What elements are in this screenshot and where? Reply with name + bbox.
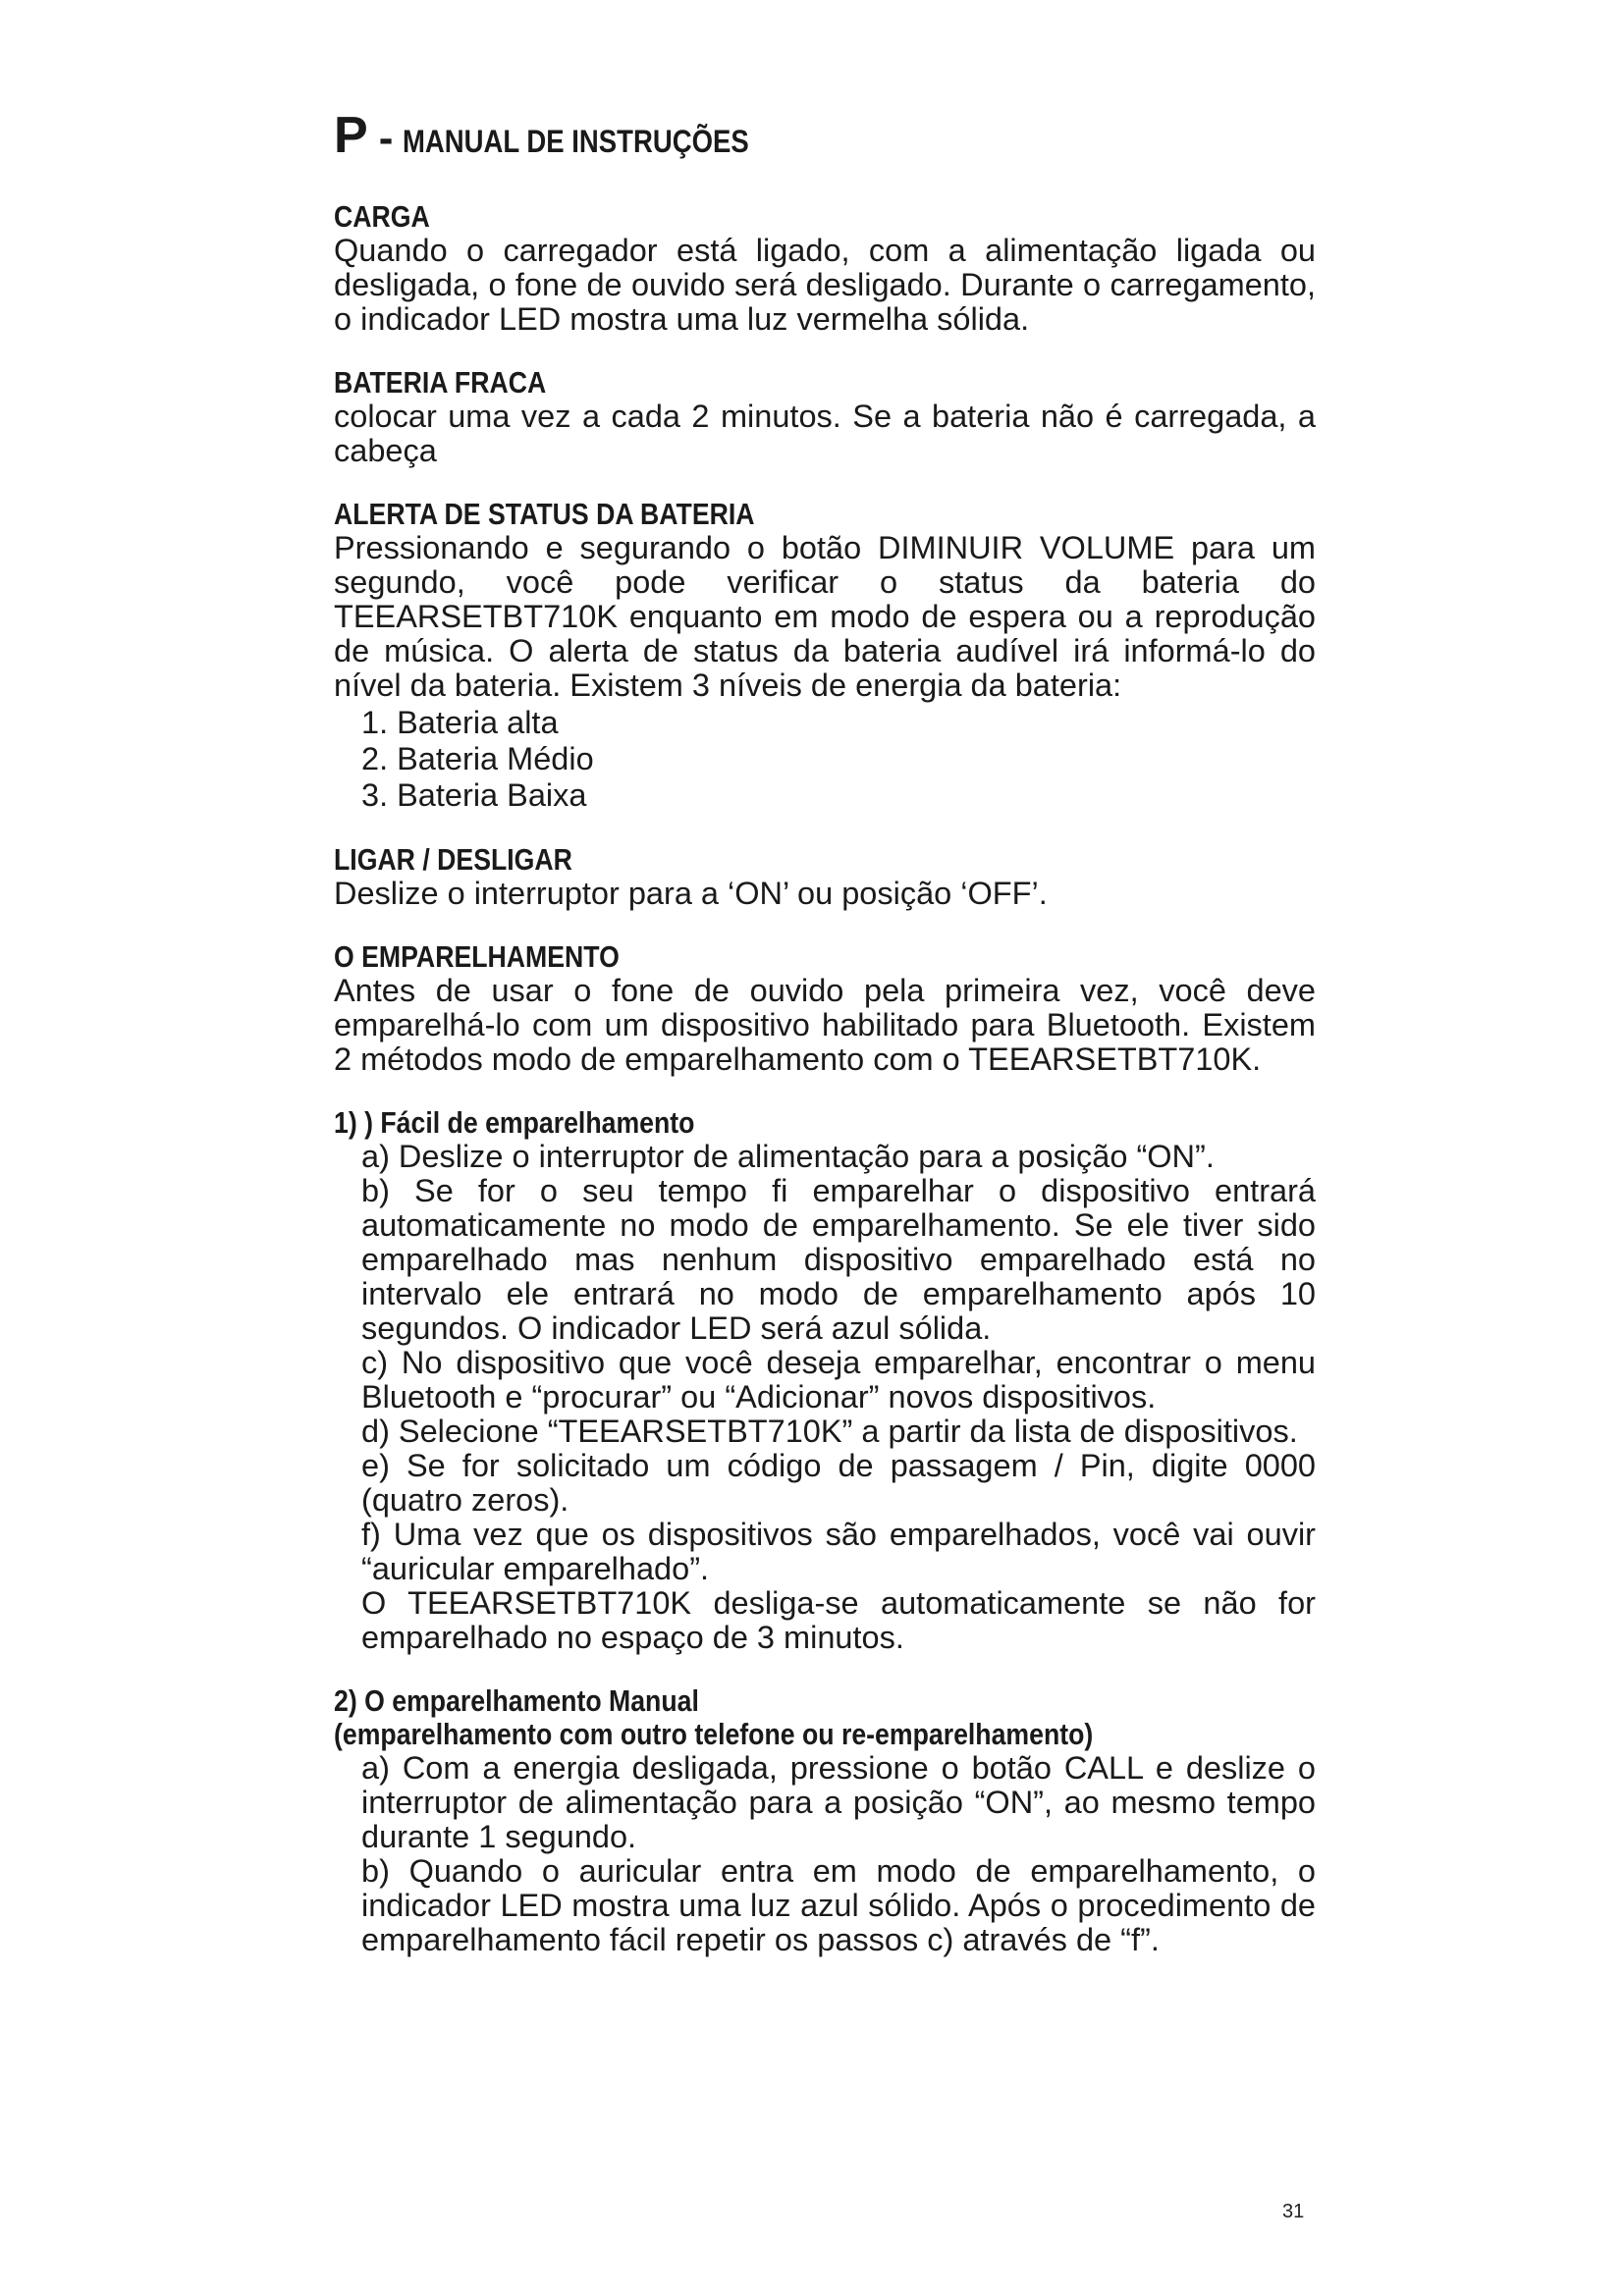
battery-level-list (334, 705, 1316, 814)
section-heading: ALERTA DE STATUS DA BATERIA (334, 497, 755, 531)
step-item: a) Com a energia desligada, pressione o botão CALL e deslize o interruptor de alimentação para a posição “ON”, ao mesmo tempo durante 1 segundo. (361, 1750, 1316, 1854)
section-emparelhamento (334, 940, 1316, 1077)
step-item: b) Quando o auricular entra em modo de emparelhamento, o indicador LED mostra uma luz azul sólido. Após o procedimento de emparelhamento fácil repetir os passos c) através de “f”. (361, 1853, 1316, 1957)
section-heading: 2) O emparelhamento Manual (334, 1683, 699, 1718)
section-bateria-fraca (334, 366, 1316, 468)
section-text: Quando o carregador está ligado, com a alimentação ligada ou desligada, o fone de ouvido será desligado. Durante o carregamento, o indicador LED mostra uma luz vermelha sólida. (334, 233, 1316, 337)
step-item: a) Deslize o interruptor de alimentação para a posição “ON”. (361, 1139, 1215, 1174)
step-item: b) Se for o seu tempo fi emparelhar o dispositivo entrará automaticamente no modo de emparelhamento. Se ele tiver sido emparelhado mas nenhum dispositivo emparelhado está no intervalo ele entrará no modo de emparelhamento após 10 segundos. O indicador LED será azul sólida. (361, 1173, 1316, 1346)
section-alerta (334, 498, 1316, 814)
section-text: Pressionando e segurando o botão DIMINUIR VOLUME para um segundo, você pode verificar o status da bateria do TEEARSETBT710K enquanto em modo de espera ou a reprodução de música. O alerta de status da bateria audível irá informá-lo do nível da bateria. Existem 3 níveis de energia da bateria: (334, 530, 1316, 703)
section-ligar (334, 843, 1316, 911)
section-heading: CARGA (334, 199, 430, 234)
section-heading: 1) ) Fácil de emparelhamento (334, 1105, 695, 1140)
section-carga (334, 200, 1316, 337)
steps-list (334, 1140, 1316, 1655)
section-heading: LIGAR / DESLIGAR (334, 842, 572, 877)
manual-page (334, 107, 1316, 1987)
section-manual (334, 1684, 1316, 1957)
step-note: O TEEARSETBT710K desliga-se automaticamente se não for emparelhado no espaço de 3 minutos. (361, 1585, 1316, 1655)
section-subheading: (emparelhamento com outro telefone ou re-emparelhamento) (334, 1717, 1094, 1751)
section-text: Deslize o interruptor para a ‘ON’ ou posição ‘OFF’. (334, 876, 1048, 911)
page-number: 31 (1282, 2201, 1305, 2222)
title-text: MANUAL DE INSTRUÇÕES (403, 124, 750, 159)
section-facil (334, 1106, 1316, 1655)
list-item: 3. Bateria Baixa (361, 777, 587, 813)
section-text: Antes de usar o fone de ouvido pela primeira vez, você deve emparelhá-lo com um dispositivo habilitado para Bluetooth. Existem 2 métodos modo de emparelhamento com o TEEARSETBT710K. (334, 973, 1316, 1077)
section-heading: O EMPARELHAMENTO (334, 939, 620, 974)
steps-list (334, 1751, 1316, 1957)
section-heading: BATERIA FRACA (334, 365, 547, 400)
list-item: 1. Bateria alta (361, 705, 559, 740)
step-item: e) Se for solicitado um código de passagem / Pin, digite 0000 (quatro zeros). (361, 1448, 1316, 1518)
step-item: c) No dispositivo que você deseja emparelhar, encontrar o menu Bluetooth e “procurar” ou “Adicionar” novos dispositivos. (361, 1345, 1316, 1415)
title-dash: - (378, 114, 394, 162)
list-item: 2. Bateria Médio (361, 741, 594, 776)
step-item: f) Uma vez que os dispositivos são emparelhados, você vai ouvir “auricular emparelhado”. (361, 1517, 1316, 1586)
language-letter: P (334, 107, 369, 164)
step-item: d) Selecione “TEEARSETBT710K” a partir da lista de dispositivos. (361, 1414, 1298, 1449)
page-title (334, 107, 1316, 164)
section-text: colocar uma vez a cada 2 minutos. Se a bateria não é carregada, a cabeça (334, 399, 1316, 468)
